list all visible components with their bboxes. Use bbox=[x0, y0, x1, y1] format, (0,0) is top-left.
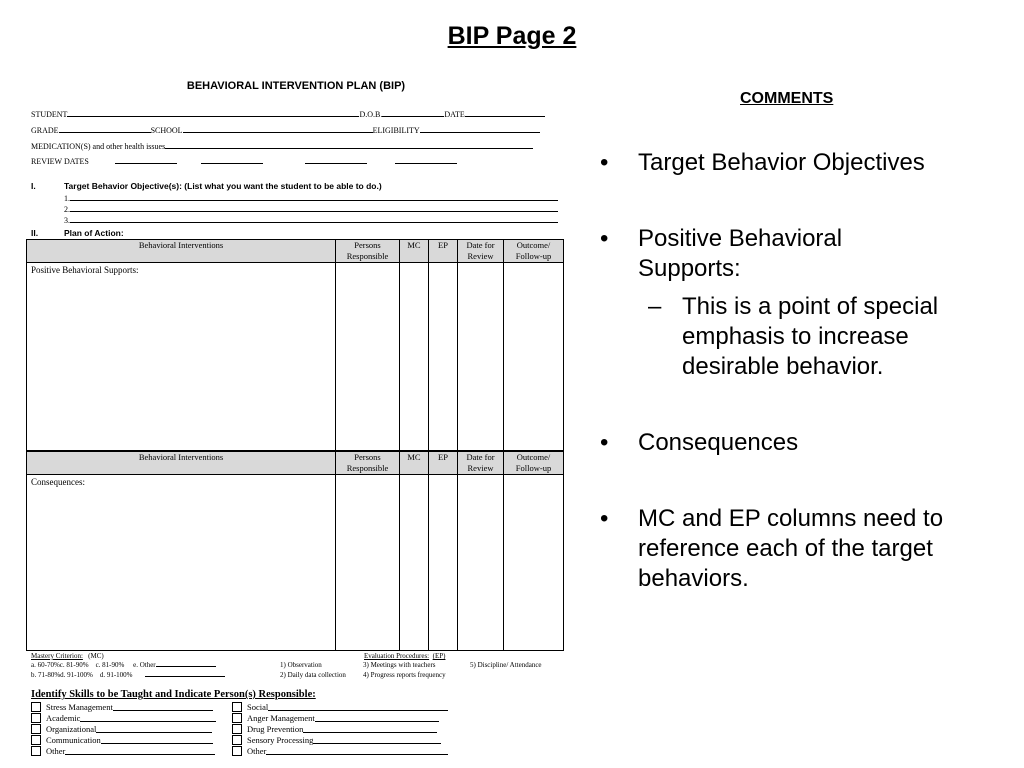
header-mc: MC bbox=[400, 240, 429, 263]
eligibility-label: ELIGIBILITY bbox=[372, 126, 420, 135]
skill-right-5: Other bbox=[232, 746, 448, 756]
checkbox[interactable] bbox=[232, 724, 242, 734]
header-persons-2: Persons Responsible bbox=[336, 452, 400, 475]
checkbox[interactable] bbox=[31, 702, 41, 712]
dob-label: D.O.B. bbox=[359, 110, 383, 119]
skill-right-3: Drug Prevention bbox=[232, 724, 437, 734]
bullet-glyph: • bbox=[600, 505, 609, 532]
bullet-glyph: • bbox=[600, 225, 609, 252]
eval-item-5: 5) Discipline/ Attendance bbox=[470, 661, 542, 669]
evaluation-title: Evaluation Procedures: (EP) bbox=[364, 652, 446, 660]
dash-glyph: – bbox=[648, 293, 662, 320]
skill-left-1: Stress Management bbox=[31, 702, 213, 712]
school-label: SCHOOL bbox=[150, 126, 183, 135]
skills-title: Identify Skills to be Taught and Indicate Person(s) Responsible: bbox=[31, 689, 316, 700]
checkbox[interactable] bbox=[232, 702, 242, 712]
skill-left-2: Academic bbox=[31, 713, 216, 723]
bullet-glyph: • bbox=[600, 149, 609, 176]
skill-right-4: Sensory Processing bbox=[232, 735, 441, 745]
review-dates-label: REVIEW DATES bbox=[31, 157, 89, 166]
eval-item-2: 2) Daily data collection bbox=[280, 671, 346, 679]
eval-item-3: 3) Meetings with teachers bbox=[363, 661, 436, 669]
grade-label: GRADE bbox=[31, 126, 59, 135]
mastery-row-1: a. 60-70%c. 81-90% c. 81-90% e. Other bbox=[31, 661, 216, 669]
header-outcome: Outcome/ Follow-up bbox=[504, 240, 564, 263]
checkbox[interactable] bbox=[31, 746, 41, 756]
header-ep-2: EP bbox=[429, 452, 458, 475]
mastery-row-2: b. 71-80%d. 91-100% d. 91-100% bbox=[31, 671, 225, 679]
consequences-label: Consequences: bbox=[27, 475, 336, 651]
review-dates-row bbox=[31, 156, 457, 166]
header-date-review: Date for Review bbox=[458, 240, 504, 263]
header-date-review-2: Date for Review bbox=[458, 452, 504, 475]
skill-right-1: Social bbox=[232, 702, 448, 712]
comments-title: COMMENTS bbox=[740, 90, 834, 107]
checkbox[interactable] bbox=[31, 724, 41, 734]
checkbox[interactable] bbox=[232, 746, 242, 756]
positive-supports-label: Positive Behavioral Supports: bbox=[27, 263, 336, 451]
section-2-label: Plan of Action: bbox=[64, 228, 124, 238]
mastery-title: Mastery Criterion: (MC) bbox=[31, 652, 104, 660]
date-label: DATE bbox=[444, 110, 465, 119]
medication-row bbox=[31, 141, 533, 151]
header-ep: EP bbox=[429, 240, 458, 263]
checkbox[interactable] bbox=[232, 735, 242, 745]
bullet-glyph: • bbox=[600, 429, 609, 456]
skill-right-2: Anger Management bbox=[232, 713, 439, 723]
skill-left-4: Communication bbox=[31, 735, 213, 745]
student-row bbox=[31, 109, 545, 119]
bip-form bbox=[26, 78, 566, 758]
objective-2: 2. bbox=[64, 204, 558, 214]
section-2-num: II. bbox=[31, 228, 39, 238]
slide-title: BIP Page 2 bbox=[447, 22, 577, 50]
header-mc-2: MC bbox=[400, 452, 429, 475]
checkbox[interactable] bbox=[31, 713, 41, 723]
section-1-num: I. bbox=[31, 181, 36, 191]
eval-item-4: 4) Progress reports frequency bbox=[363, 671, 446, 679]
medication-label: MEDICATION(S) and other health issues bbox=[31, 142, 166, 151]
objective-3: 3. bbox=[64, 215, 558, 225]
eval-item-1: 1) Observation bbox=[280, 661, 322, 669]
form-title: BEHAVIORAL INTERVENTION PLAN (BIP) bbox=[186, 80, 406, 92]
grade-row bbox=[31, 125, 540, 135]
skill-left-5: Other bbox=[31, 746, 215, 756]
section-1-label: Target Behavior Objective(s): (List what you want the student to be able to do.) bbox=[64, 181, 382, 191]
header-outcome-2: Outcome/ Follow-up bbox=[504, 452, 564, 475]
consequences-table bbox=[26, 451, 564, 651]
header-persons: Persons Responsible bbox=[336, 240, 400, 263]
checkbox[interactable] bbox=[232, 713, 242, 723]
checkbox[interactable] bbox=[31, 735, 41, 745]
student-label: STUDENT bbox=[31, 110, 68, 119]
positive-supports-table bbox=[26, 239, 564, 451]
skill-left-3: Organizational bbox=[31, 724, 212, 734]
header-interventions: Behavioral Interventions bbox=[27, 240, 336, 263]
objective-1: 1. bbox=[64, 193, 558, 203]
header-interventions-2: Behavioral Interventions bbox=[27, 452, 336, 475]
